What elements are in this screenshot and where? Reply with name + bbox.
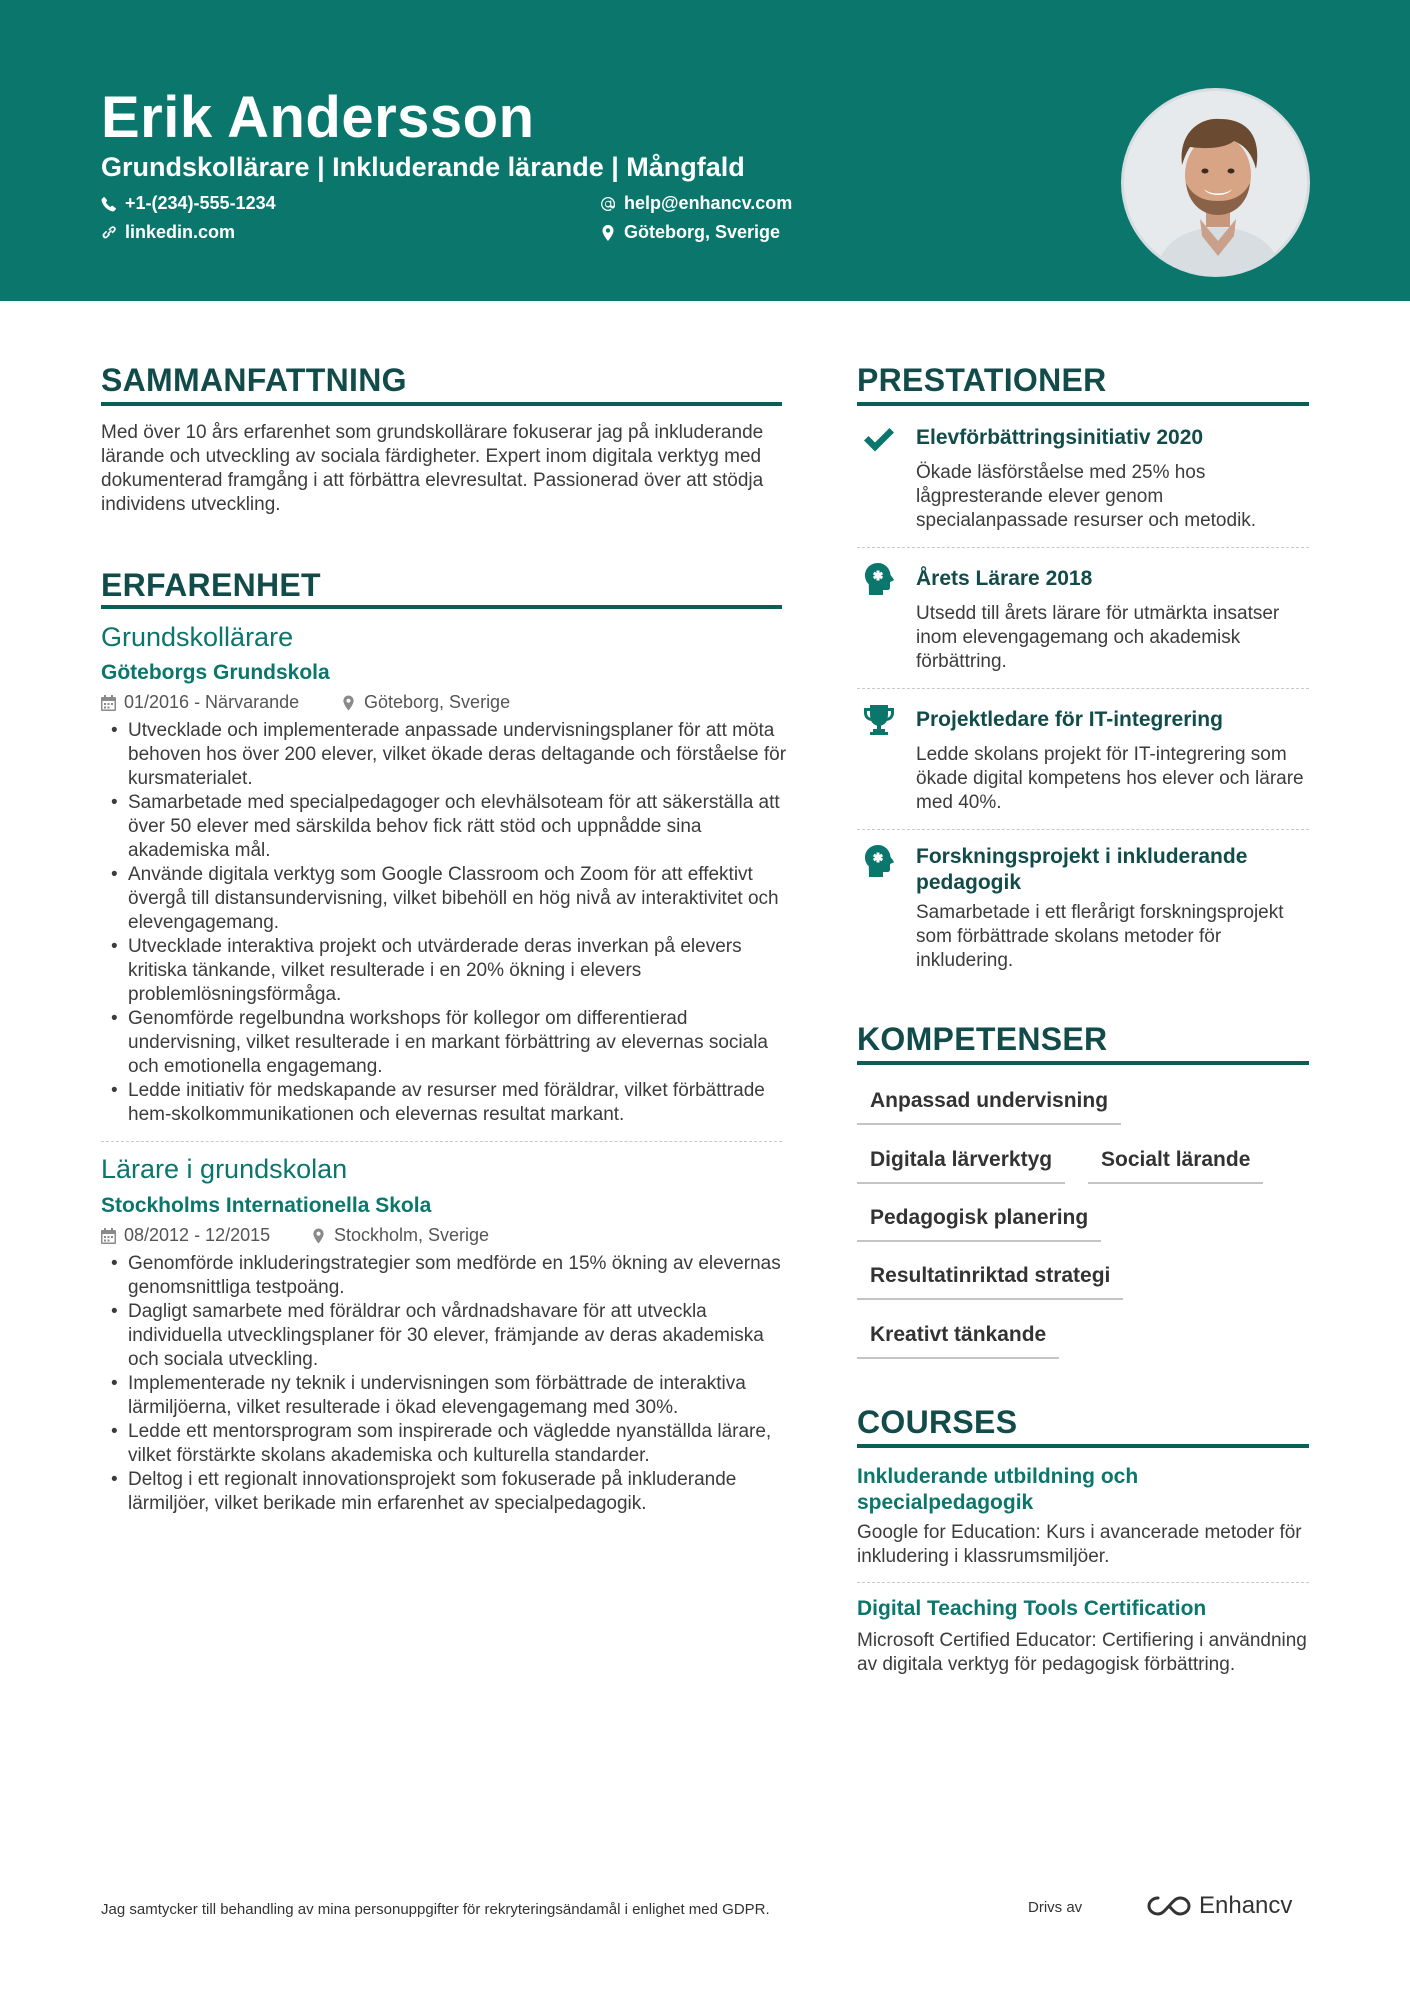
job-role: Lärare i grundskolan — [101, 1154, 348, 1184]
achievement-desc: Utsedd till årets lärare för utmärkta insatser inom elevengagemang och akademisk förbättring. — [916, 603, 1280, 672]
head-icon — [861, 843, 897, 879]
skill-tag: Resultatinriktad strategi — [857, 1264, 1123, 1300]
job-role: Grundskollärare — [101, 622, 294, 652]
location-pin-icon — [600, 225, 616, 241]
job-location-text: Göteborg, Sverige — [364, 692, 511, 712]
course-title: Inkluderande utbildning och specialpedagogik — [857, 1465, 1139, 1514]
linkedin-contact[interactable] — [101, 222, 235, 243]
skill-tag: Kreativt tänkande — [857, 1323, 1059, 1359]
bullet-item: • Dagligt samarbete med föräldrar och vårdnadshavare för att utveckla individuella utvecklingsplaner för 30 elever, främjande av deras akademiska och sociala utveckling. — [101, 1300, 791, 1372]
profile-photo — [1121, 88, 1310, 277]
job-dates — [101, 1225, 270, 1246]
trophy-icon — [861, 702, 897, 738]
bullet-item: • Utvecklade interaktiva projekt och utvärderade deras inverkan på elevers kritiska tänkande, vilket resulterade i en 20% ökning i elevers problemlösningsförmåga. — [101, 935, 791, 1007]
summary-divider — [101, 402, 782, 406]
skill-tag: Digitala lärverktyg — [857, 1148, 1065, 1184]
bullet-item: • Implementerade ny teknik i undervisningen som förbättrade de interaktiva lärmiljöerna, vilket resulterade i ökad elevengagemang med 30%. — [101, 1372, 791, 1420]
course-separator — [857, 1582, 1309, 1583]
checkmark-icon — [861, 422, 897, 458]
job-company: Göteborgs Grundskola — [101, 661, 330, 684]
phone-text: +1-(234)-555-1234 — [125, 193, 276, 213]
linkedin-text: linkedin.com — [125, 222, 236, 242]
course-title: Digital Teaching Tools Certification — [857, 1597, 1207, 1620]
achievement-title: Årets Lärare 2018 — [916, 567, 1093, 590]
skill-tag: Socialt lärande — [1088, 1148, 1263, 1184]
location-contact — [600, 222, 780, 243]
job-company: Stockholms Internationella Skola — [101, 1194, 432, 1217]
achievement-desc: Samarbetade i ett flerårigt forskningsprojekt som förbättrade skolans metoder för inkludering. — [916, 902, 1284, 971]
job-dates-text: 08/2012 - 12/2015 — [124, 1225, 271, 1245]
enhancv-logo[interactable] — [1147, 1892, 1292, 1920]
achievements-title: PRESTATIONER — [857, 362, 1107, 398]
bullet-item: • Genomförde regelbundna workshops för kollegor om differentierad undervisning, vilket resulterade i en markant förbättring av elevernas sociala och emotionella engagemang. — [101, 1007, 791, 1079]
calendar-icon — [101, 1228, 116, 1244]
gdpr-consent: Jag samtycker till behandling av mina personuppgifter för rekryteringsändamål i enlighet med GDPR. — [101, 1901, 770, 1918]
experience-divider — [101, 605, 782, 609]
skills-divider — [857, 1061, 1309, 1065]
skills-title: KOMPETENSER — [857, 1021, 1108, 1057]
enhancv-logo-icon — [1147, 1894, 1191, 1918]
job-separator — [101, 1141, 782, 1142]
job-location-text: Stockholm, Sverige — [334, 1225, 490, 1245]
phone-icon — [101, 196, 117, 212]
at-icon — [600, 196, 616, 212]
candidate-name: Erik Andersson — [101, 85, 535, 150]
location-pin-icon — [311, 1228, 326, 1244]
bullet-item: • Utvecklade och implementerade anpassade undervisningsplaner för att möta behoven hos över 200 elever, vilket ökade deras deltagande och förståelse för kursmaterialet. — [101, 719, 791, 791]
achievement-desc: Ledde skolans projekt för IT-integrering som ökade digital kompetens hos elever och lärare med 40%. — [916, 744, 1304, 813]
achievement-desc: Ökade läsförståelse med 25% hos lågpresterande elever genom specialanpassade resurser och metodik. — [916, 462, 1257, 531]
enhancv-logo-text: Enhancv — [1199, 1892, 1293, 1919]
email-text: help@enhancv.com — [624, 193, 793, 213]
achievement-title: Elevförbättringsinitiativ 2020 — [916, 426, 1204, 449]
achievement-separator — [857, 829, 1309, 830]
skill-tag: Anpassad undervisning — [857, 1089, 1121, 1125]
summary-title: SAMMANFATTNING — [101, 362, 407, 398]
calendar-icon — [101, 695, 116, 711]
phone-contact[interactable] — [101, 193, 276, 214]
bullet-item: • Ledde initiativ för medskapande av resurser med föräldrar, vilket förbättrade hem-skolkommunikationen och elevernas resultat markant. — [101, 1079, 791, 1127]
header-banner — [0, 0, 1410, 301]
location-text: Göteborg, Sverige — [624, 222, 781, 242]
head-icon — [861, 561, 897, 597]
achievements-divider — [857, 402, 1309, 406]
achievement-title: Forskningsprojekt i inkluderande pedagogik — [916, 845, 1248, 894]
courses-title: COURSES — [857, 1404, 1018, 1440]
job-dates — [101, 692, 299, 713]
location-pin-icon — [341, 695, 356, 711]
powered-by-label: Drivs av — [1028, 1899, 1083, 1916]
achievement-title: Projektledare för IT-integrering — [916, 708, 1223, 731]
skill-tag: Pedagogisk planering — [857, 1206, 1101, 1242]
bullet-item: • Genomförde inkluderingstrategier som medförde en 15% ökning av elevernas genomsnittliga testpoäng. — [101, 1252, 791, 1300]
job-dates-text: 01/2016 - Närvarande — [124, 692, 300, 712]
job-location — [341, 692, 510, 713]
email-contact[interactable] — [600, 193, 792, 214]
headline: Grundskollärare | Inkluderande lärande | Mångfald — [101, 152, 745, 182]
link-icon — [101, 225, 117, 241]
bullet-item: • Använde digitala verktyg som Google Classroom och Zoom för att effektivt övergå till distansundervisning, vilket bibehöll en hög nivå av interaktivitet och elevengagemang. — [101, 863, 791, 935]
achievement-separator — [857, 547, 1309, 548]
job-location — [311, 1225, 489, 1246]
courses-divider — [857, 1444, 1309, 1448]
course-desc: Microsoft Certified Educator: Certifiering i användning av digitala verktyg för pedagogisk förbättring. — [857, 1630, 1307, 1675]
achievement-separator — [857, 688, 1309, 689]
experience-title: ERFARENHET — [101, 567, 321, 603]
avatar-illustration — [1124, 91, 1310, 277]
summary-text: Med över 10 års erfarenhet som grundskollärare fokuserar jag på inkluderande lärande och utveckling av sociala färdigheter. Expert inom digitala verktyg med dokumenterad framgång i att förbättra elevresultat. Passionerad över att stödja individens utveckling. — [101, 422, 764, 515]
course-desc: Google for Education: Kurs i avancerade metoder för inkludering i klassrumsmiljöer. — [857, 1522, 1302, 1567]
bullet-item: • Deltog i ett regionalt innovationsprojekt som fokuserade på inkluderande lärmiljöer, vilket berikade min erfarenhet av specialpedagogik. — [101, 1468, 791, 1516]
job-bullets — [101, 719, 791, 1127]
bullet-item: • Ledde ett mentorsprogram som inspirerade och vägledde nyanställda lärare, vilket förstärkte skolans akademiska och kulturella standarder. — [101, 1420, 791, 1468]
job-bullets — [101, 1252, 791, 1516]
bullet-item: • Samarbetade med specialpedagoger och elevhälsoteam för att säkerställa att över 50 elever med särskilda behov fick rätt stöd och uppnådde sina akademiska mål. — [101, 791, 791, 863]
